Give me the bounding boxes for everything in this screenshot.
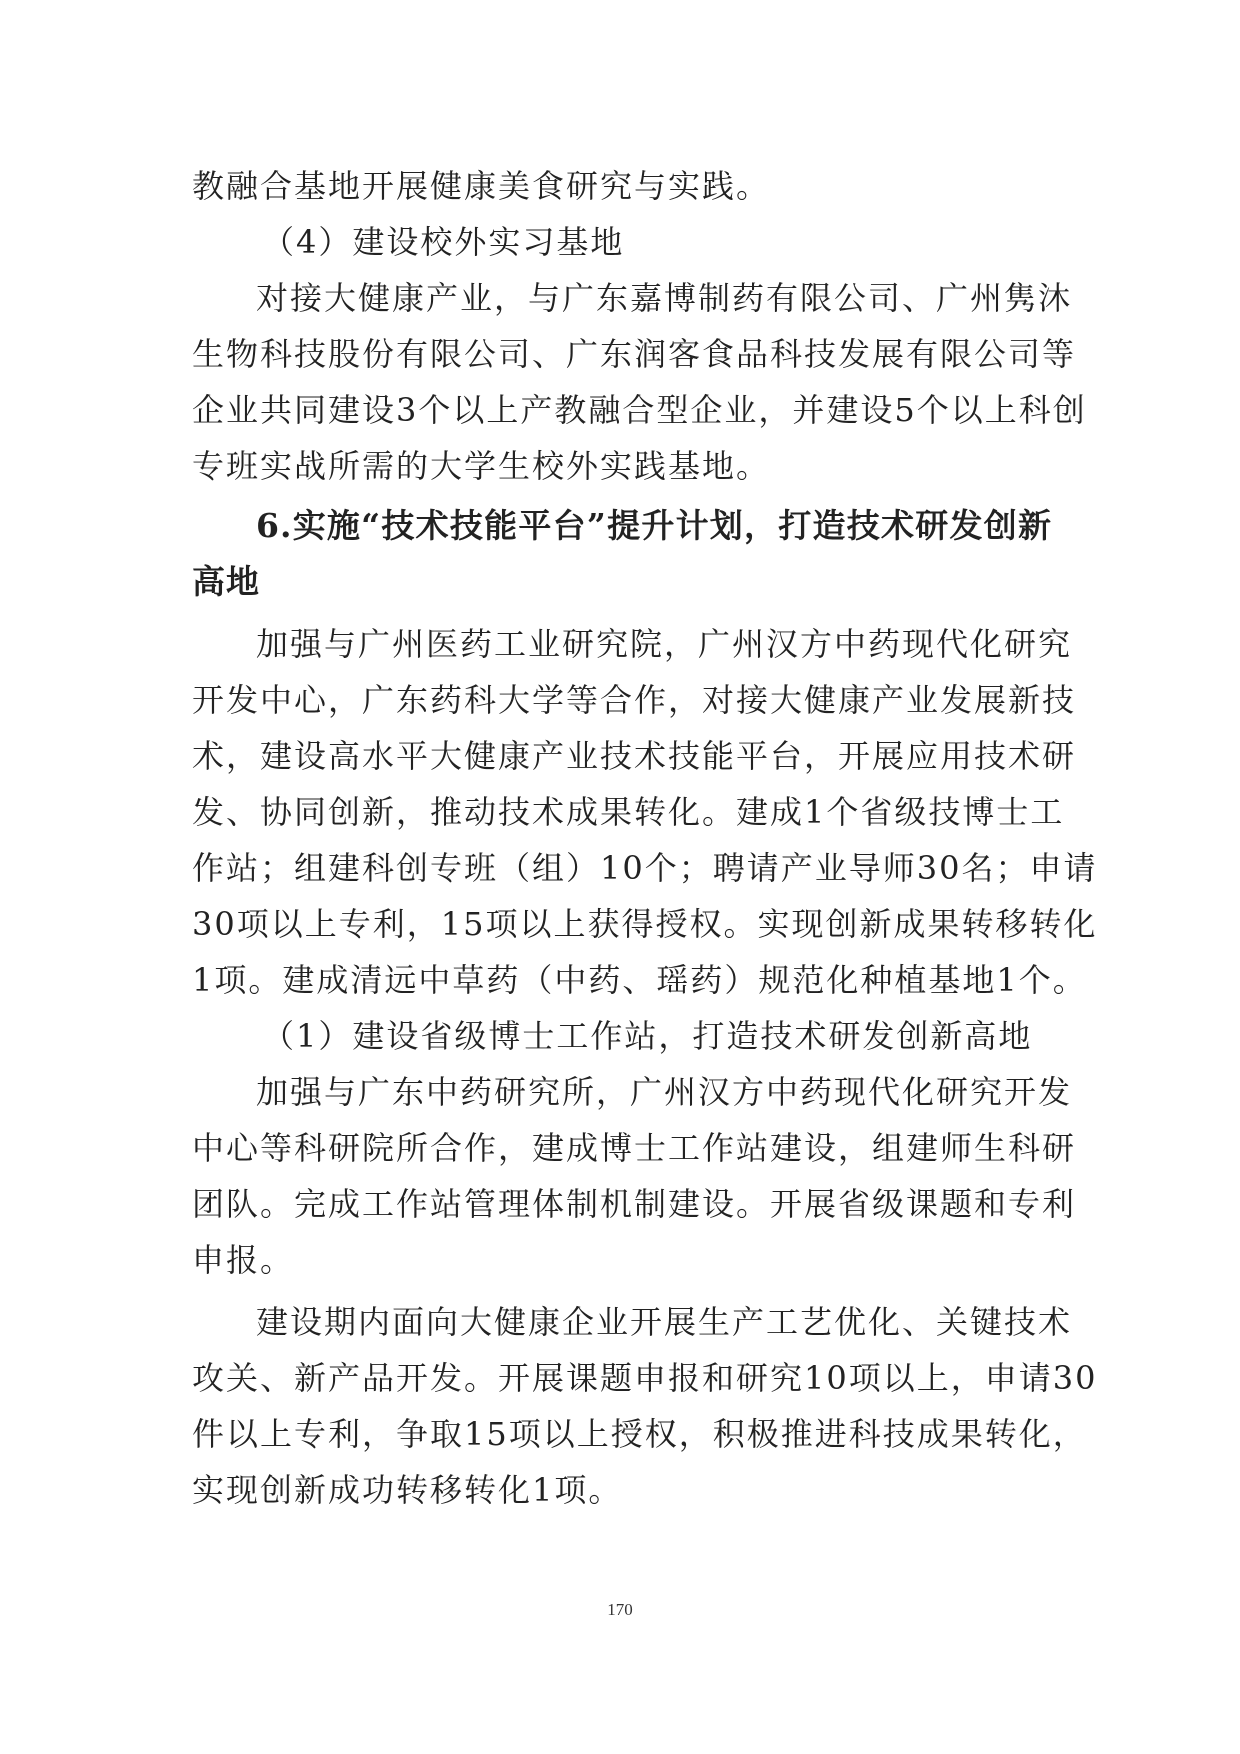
paragraph-line: 建设期内面向大健康企业开展生产工艺优化、关键技术 xyxy=(256,1303,1073,1341)
paragraph-line: 攻关、新产品开发。开展课题申报和研究10项以上，申请30 xyxy=(192,1359,1098,1397)
paragraph-line: 1项。建成清远中草药（中药、瑶药）规范化种植基地1个。 xyxy=(192,961,1087,999)
paragraph-line: 生物科技股份有限公司、广东润客食品科技发展有限公司等 xyxy=(192,335,1077,373)
section-heading: 高地 xyxy=(192,562,260,601)
section-heading: 6.实施“技术技能平台”提升计划，打造技术研发创新 xyxy=(256,506,1052,545)
paragraph-line: 发、协同创新，推动技术成果转化。建成1个省级技博士工 xyxy=(192,793,1065,831)
paragraph-line: 30项以上专利，15项以上获得授权。实现创新成果转移转化 xyxy=(192,905,1098,943)
subsection-heading: （4）建设校外实习基地 xyxy=(262,223,625,261)
paragraph-line: 件以上专利，争取15项以上授权，积极推进科技成果转化， xyxy=(192,1415,1087,1453)
paragraph-line: 专班实战所需的大学生校外实践基地。 xyxy=(192,447,771,485)
paragraph-line: 加强与广东中药研究所，广州汉方中药现代化研究开发 xyxy=(256,1073,1073,1111)
paragraph-line: 加强与广州医药工业研究院，广州汉方中药现代化研究 xyxy=(256,625,1073,663)
paragraph-line: 团队。完成工作站管理体制机制建设。开展省级课题和专利 xyxy=(192,1185,1077,1223)
paragraph-line: 申报。 xyxy=(192,1241,295,1279)
paragraph-line: 企业共同建设3个以上产教融合型企业，并建设5个以上科创 xyxy=(192,391,1087,429)
paragraph-line: 术，建设高水平大健康产业技术技能平台，开展应用技术研 xyxy=(192,737,1077,775)
paragraph-line: 作站；组建科创专班（组）10个；聘请产业导师30名；申请 xyxy=(192,849,1098,887)
paragraph-line: 对接大健康产业，与广东嘉博制药有限公司、广州隽沐 xyxy=(256,279,1073,317)
page-number: 170 xyxy=(607,1600,633,1619)
paragraph-line: 实现创新成功转移转化1项。 xyxy=(192,1471,623,1509)
paragraph-line: 中心等科研院所合作，建成博士工作站建设，组建师生科研 xyxy=(192,1129,1077,1167)
subsection-heading: （1）建设省级博士工作站，打造技术研发创新高地 xyxy=(262,1017,1033,1055)
paragraph-line: 教融合基地开展健康美食研究与实践。 xyxy=(192,167,771,205)
paragraph-line: 开发中心，广东药科大学等合作，对接大健康产业发展新技 xyxy=(192,681,1077,719)
